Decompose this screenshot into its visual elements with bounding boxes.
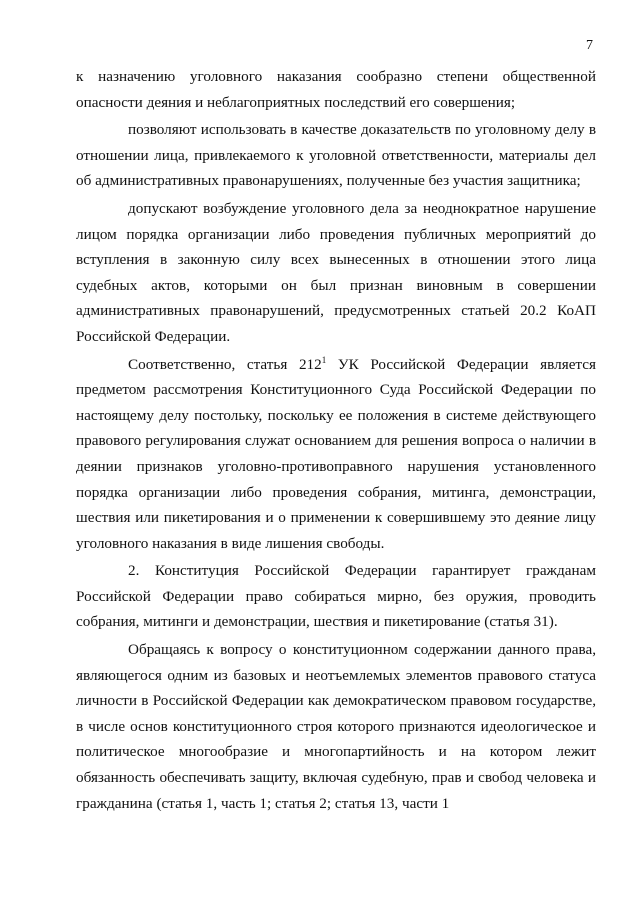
paragraph-constitution-guarantee: 2. Конституция Российской Федерации гарантирует гражданам Российской Федерации право собираться мирно, без оружия, проводить собрания, митинги и демонстрации, шествия и пикетирование (статья 31). — [76, 562, 596, 631]
paragraph-use-of-evidence: позволяют использовать в качестве доказательств по уголовному делу в отношении лица, привлекаемого к уголовной ответственности, материалы дел об административных правонарушениях, полученные без участия защитника; — [76, 121, 596, 190]
article-text-after: УК Российской Федерации является предметом рассмотрения Конституционного Суда Российской Федерации по настоящему делу постольку, поскольку ее положения в системе действующего правового регулирования служат основанием для решения вопроса о наличии в деянии признаков уголовно-противоправного нарушения установленного порядка организации либо проведения собрания, митинга, демонстрации, шествия или пикетирования и о применении к совершившему это деяние лицу уголовного наказания в виде лишения свободы. — [76, 355, 596, 552]
page-number: 7 — [586, 38, 593, 53]
paragraph-criminal-case-initiation: допускают возбуждение уголовного дела за неоднократное нарушение лицом порядка организации либо проведения публичных мероприятий до вступления в законную силу всех вынесенных в отношении этого лица судебных актов, которыми он был признан виновным в совершении административных правонарушений, предусмотренных статьей 20.2 КоАП Российской Федерации. — [76, 199, 596, 345]
article-superscript: 1 — [321, 354, 327, 365]
paragraph-article-212-1 — [76, 352, 596, 557]
document-body — [76, 64, 596, 818]
paragraph-constitutional-content: Обращаясь к вопросу о конституционном содержании данного права, являющегося одним из базовых и неотъемлемых элементов правового статуса личности в Российской Федерации как демократическом правовом государстве, в числе основ конституционного строя которого признаются идеологическое и политическое многообразие и многопартийность и на котором лежит обязанность обеспечивать защиту, включая судебную, прав и свобод человека и гражданина (статья 1, часть 1; статья 2; статья 13, части 1 — [76, 641, 596, 812]
paragraph-continuation: к назначению уголовного наказания сообразно степени общественной опасности деяния и неблагоприятных последствий его совершения; — [76, 68, 596, 111]
article-text-before: Соответственно, статья 212 — [128, 355, 322, 373]
